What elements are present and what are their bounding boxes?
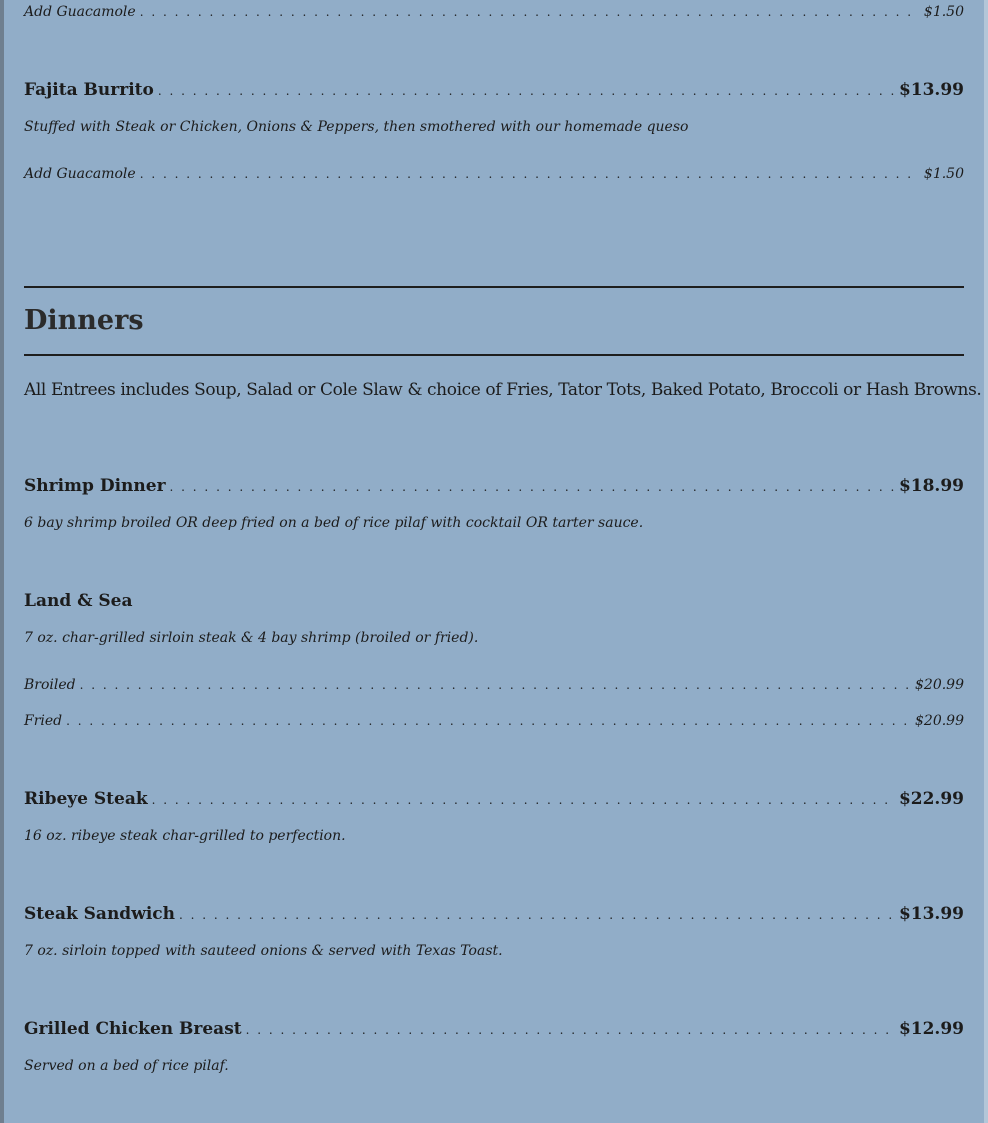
- dot-leader: [179, 908, 895, 922]
- option-label: Fried: [24, 713, 63, 729]
- addon-row: [24, 4, 964, 20]
- menu-item-name: Fajita Burrito: [24, 80, 154, 100]
- menu-item-row: [24, 1019, 964, 1039]
- option-row: [24, 677, 964, 693]
- dot-leader: [170, 480, 895, 494]
- menu-item-name: Shrimp Dinner: [24, 476, 166, 496]
- menu-item-description: 6 bay shrimp broiled OR deep fried on a bed of rice pilaf with cocktail OR tarter sauce.: [24, 515, 644, 531]
- dot-leader: [158, 84, 895, 98]
- page-left-edge: [0, 0, 4, 1123]
- menu-item-description: Served on a bed of rice pilaf.: [24, 1058, 229, 1074]
- dot-leader: [140, 5, 920, 19]
- menu-item-description: 7 oz. char-grilled sirloin steak & 4 bay shrimp (broiled or fried).: [24, 630, 479, 646]
- section-divider-bottom: [24, 354, 964, 356]
- addon-label: Add Guacamole: [24, 166, 136, 182]
- dot-leader: [66, 714, 911, 728]
- option-price: $20.99: [915, 677, 964, 693]
- option-label: Broiled: [24, 677, 76, 693]
- menu-item-row: [24, 476, 964, 496]
- menu-item-description: 16 oz. ribeye steak char-grilled to perfection.: [24, 828, 346, 844]
- dot-leader: [140, 167, 920, 181]
- section-divider-top: [24, 286, 964, 288]
- menu-item-row: [24, 80, 964, 100]
- dot-leader: [246, 1023, 895, 1037]
- dot-leader: [152, 793, 895, 807]
- addon-price: $1.50: [923, 166, 964, 182]
- menu-item-name: Ribeye Steak: [24, 789, 148, 809]
- dot-leader: [80, 678, 911, 692]
- menu-item-price: $12.99: [898, 1019, 964, 1039]
- page-scrollbar-track[interactable]: [984, 0, 988, 1123]
- menu-item-name: Land & Sea: [24, 591, 133, 611]
- addon-price: $1.50: [923, 4, 964, 20]
- menu-item-price: $18.99: [898, 476, 964, 496]
- menu-item-price: $13.99: [898, 904, 964, 924]
- menu-item-description: Stuffed with Steak or Chicken, Onions & Peppers, then smothered with our homemade queso: [24, 119, 689, 135]
- menu-item-price: $22.99: [898, 789, 964, 809]
- section-heading: Dinners: [24, 305, 144, 336]
- menu-item-description: 7 oz. sirloin topped with sauteed onions & served with Texas Toast.: [24, 943, 503, 959]
- menu-item-name: Grilled Chicken Breast: [24, 1019, 242, 1039]
- section-note: All Entrees includes Soup, Salad or Cole Slaw & choice of Fries, Tator Tots, Baked Potato, Broccoli or Hash Browns.: [24, 380, 982, 400]
- menu-item-row: [24, 789, 964, 809]
- menu-item-name: Steak Sandwich: [24, 904, 175, 924]
- menu-item-row: [24, 904, 964, 924]
- menu-item-price: $13.99: [898, 80, 964, 100]
- addon-label: Add Guacamole: [24, 4, 136, 20]
- option-price: $20.99: [915, 713, 964, 729]
- option-row: [24, 713, 964, 729]
- addon-row: [24, 166, 964, 182]
